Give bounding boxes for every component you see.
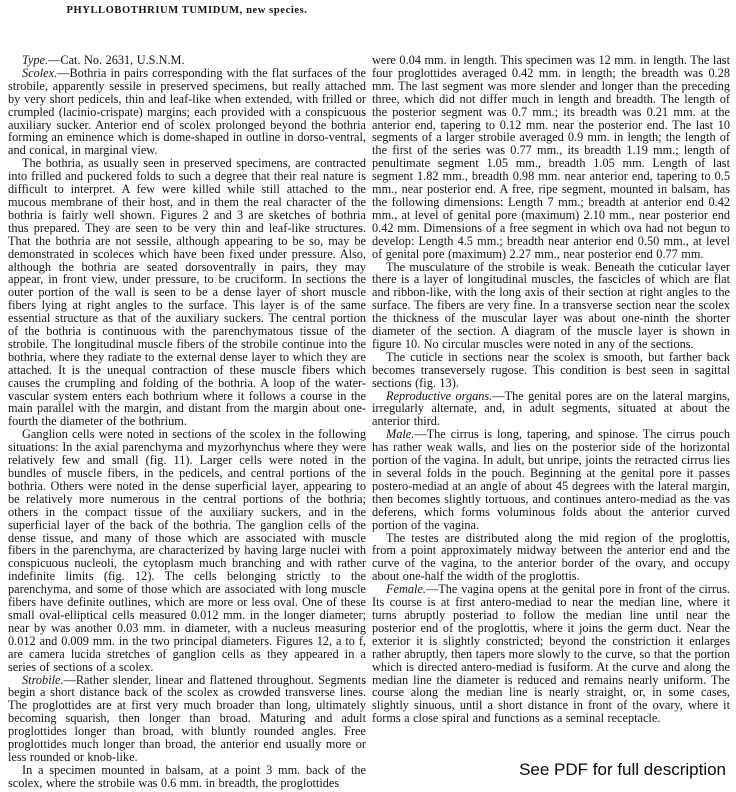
paragraph-text: Ganglion cells were noted in sections of the scolex in the following situations: In the axial parenchyma and myzorhynchus where they were relatively few and small (fig. 11). Larger cells were noted in the bundles of muscle fibers, in the pedicels, and central portions of the bothria. Others were noted in the dense superficial layer, appearing to be relatively more numerous in the central portions of the bothria; others in the compact tissue of the auxiliary suckers, and in the superficial layer of the back of the bothria. The ganglion cells of the dense tissue, and many of those which are associated with muscle fibers in the parenchyma, are characterized by having large nuclei with conspicuous nucleoli, the cytoplasm much branching and with rather indefinite limits (fig. 12). The cells belonging strictly to the parenchyma, and some of those which are associated with long muscle fibers have definite outlines, which are more or less oval. One of these small oval-elliptical cells measured 0.012 mm. in the longer diameter; near by was another 0.03 mm. in diameter, with a nucleus measuring 0.012 and 0.009 mm. in the two principal diameters. Figures 12, a to f, are camera lucida stretches of ganglion cells as they appeared in a series of sections of a scolex. bbox=[8, 427, 366, 674]
paragraph-continuation bbox=[372, 54, 730, 261]
paragraph-text: —The vagina opens at the genital pore in front of the cirrus. Its course is at first antero-mediad to near the median line, where it turns abruptly posteriad to follow the median line until near the posterior end of the proglottis, where it joins the germ duct. Near the exterior it is slightly constricted; beyond the constriction it enlarges rather abruptly, then tapers more slowly to the curve, so that the portion which is directed antero-mediad is fusiform. At the curve and along the median line the diameter is reduced and remains nearly uniform. The course along the median line is nearly straight, or, in some cases, slightly sinuous, until a short distance in front of the ovary, where it forms a close spiral and functions as a seminal receptacle. bbox=[372, 582, 730, 726]
paragraph-text: —The cirrus is long, tapering, and spinose. The cirrus pouch has rather weak walls, and lies on the posterior side of the horizontal portion of the vagina. In adult, but unripe, joints the retracted cirrus lies in several folds in the pouch. Beginning at the genital pore it passes postero-mediad at an angle of about 45 degrees with the lateral margin, then becomes slightly tortuous, and continues antero-mediad as the vas deferens, which forms voluminous folds about the anterior curved portion of the vagina. bbox=[372, 427, 730, 532]
paragraph bbox=[372, 351, 730, 390]
right-column bbox=[372, 54, 730, 725]
paragraph-text: The bothria, as usually seen in preserved specimens, are contracted into frilled and puckered folds to such a degree that their real nature is difficult to interpret. A few were killed while still attached to the mucous membrane of their host, and in them the real character of the bothria is fairly well shown. Figures 2 and 3 are sketches of bothria thus prepared. They are seen to be very thin and leaf-like structures. That the bothria are not sessile, although appearing to be so, may be demonstrated in scoleces which have been fixed under pressure. Also, although the bothria are seated dorsoventrally in pairs, they may appear, in front view, under pressure, to be cruciform. In sections the outer portion of the wall is seen to be a dense layer of short muscle fibers lying at right angles to the surface. This layer is of the same essential structure as that of the auxiliary suckers. The central portion of the bothria is continuous with the parenchymatous tissue of the strobile. The longitudinal muscle fibers of the strobile continue into the bothria, where they radiate to the external dense layer to which they are attached. It is the unequal contraction of these muscle fibers which causes the crumpling and folding of the bothria. A loop of the water-vascular system enters each bothrium where it follows a course in the main parallel with the margin, and distant from the margin about one-fourth the diameter of the bothrium. bbox=[8, 156, 366, 429]
paragraph-lead: Reproductive organs. bbox=[386, 388, 493, 403]
paragraph-text: The testes are distributed along the mid region of the proglottis, from a point approximately midway between the anterior end and the curve of the vagina, to the anterior border of the ovary, and occupy about one-half the width of the proglottis. bbox=[372, 530, 730, 584]
paragraph-text: —Cat. No. 2631, U.S.N.M. bbox=[48, 53, 185, 67]
paragraph-text: were 0.04 mm. in length. This specimen was 12 mm. in length. The last four proglottides averaged 0.42 mm. in length; the breadth was 0.28 mm. The last segment was more slender and longer than the preceding three, which did not differ much in length and breadth. The length of the posterior segment was 0.7 mm.; its breadth was 0.21 mm. at the anterior end, tapering to 0.12 mm. near the posterior end. The last 10 segments of a larger strobile averaged 0.9 mm. in length; the length of the first of the series was 0.77 mm., its breadth 1.19 mm.; length of penultimate segment 1.05 mm., breadth 1.05 mm. Length of last segment 1.82 mm., breadth 0.98 mm. near anterior end, tapering to 0.5 mm., near posterior end. A free, ripe segment, mounted in balsam, has the following dimensions: Length 7 mm.; breadth at anterior end 0.42 mm., at level of genital pore (maximum) 2.10 mm., near posterior end 0.42 mm. Dimensions of a free segment in which ova had not begun to develop: Length 4.5 mm.; breadth near anterior end 0.50 mm., at level of genital pore (maximum) 2.27 mm., near posterior end 0.77 mm. bbox=[372, 53, 730, 261]
paragraph-lead: Male. bbox=[386, 427, 415, 442]
paragraph-female bbox=[372, 583, 730, 725]
paragraph-reproductive-organs bbox=[372, 390, 730, 429]
paragraph-strobile bbox=[8, 674, 366, 764]
paragraph-scolex bbox=[8, 67, 366, 157]
paragraph-text: The musculature of the strobile is weak. Beneath the cuticular layer there is a layer of longitudinal muscles, the fascicles of which are flat and ribbon-like, with the long axis of their section at right angles to the surface. The fibers are very fine. In a transverse section near the scolex the thickness of the muscular layer was about one-ninth the shorter diameter of the section. A diagram of the muscle layer is shown in figure 10. No circular muscles were noted in any of the sections. bbox=[372, 259, 730, 351]
paragraph-lead: Scolex. bbox=[22, 65, 58, 80]
paragraph bbox=[8, 428, 366, 673]
left-column bbox=[8, 54, 366, 790]
paragraph-lead: Type. bbox=[22, 53, 49, 67]
paragraph-text: —Rather slender, linear and flattened throughout. Segments begin a short distance back of the scolex as crowded transverse lines. The proglottides are at first very much broader than long, ultimately becoming squarish, then longer than broad. Maturing and adult proglottides longer than broad, with bluntly rounded angles. Free proglottides much longer than broad, the anterior end usually more or less rounded or knob-like. bbox=[8, 672, 366, 764]
paragraph bbox=[8, 764, 366, 790]
paragraph-lead: Strobile. bbox=[22, 672, 64, 687]
paragraph bbox=[372, 261, 730, 351]
paragraph-text: —Bothria in pairs corresponding with the flat surfaces of the strobile, apparently sessile in preserved specimens, but really attached by very short pedicels, thin and leaf-like when extended, with frilled or crumpled (lacinio-crispate) margins; each provided with a conspicuous auxiliary sucker. Anterior end of scolex prolonged beyond the bothria forming an eminence which is dome-shaped in outline in dorso-ventral, and conical, in marginal view. bbox=[8, 65, 366, 158]
paragraph-text: In a specimen mounted in balsam, at a point 3 mm. back of the scolex, where the strobile was 0.6 mm. in breadth, the proglottides bbox=[8, 762, 366, 790]
paragraph-male bbox=[372, 428, 730, 531]
paragraph-lead: Female. bbox=[386, 582, 426, 597]
paragraph-text: —The genital pores are on the lateral margins, irregularly alternate, and, in adult segments, situated at about the anterior third. bbox=[372, 388, 731, 429]
page-title: PHYLLOBOTHRIUM TUMIDUM, new species. bbox=[66, 5, 308, 16]
paragraph bbox=[8, 157, 366, 428]
paragraph bbox=[372, 532, 730, 584]
paragraph-text: The cuticle in sections near the scolex is smooth, but farther back becomes transeversely rugose. This condition is best seen in sagittal sections (fig. 13). bbox=[372, 349, 730, 390]
pdf-note: See PDF for full description bbox=[519, 760, 726, 779]
